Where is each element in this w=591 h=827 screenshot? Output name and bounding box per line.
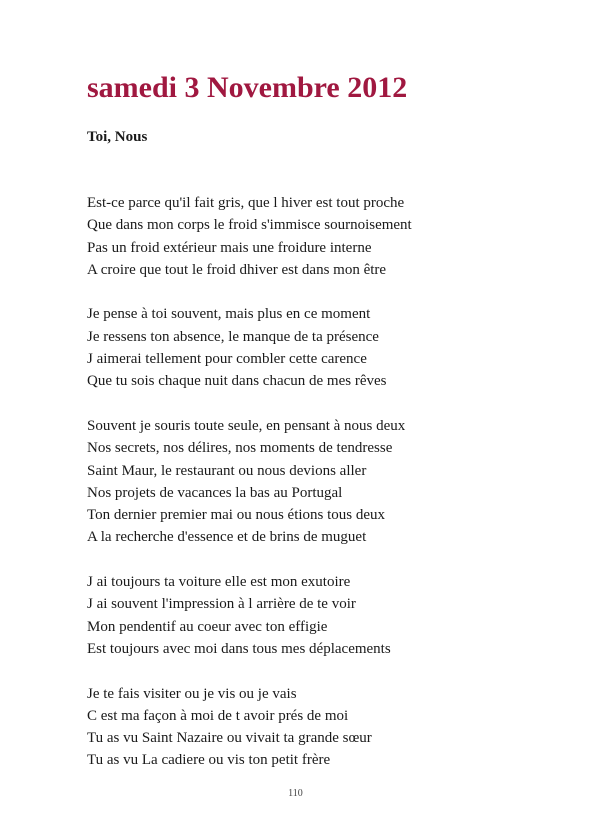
poem-line: Est-ce parce qu'il fait gris, que l hiver est tout proche	[87, 195, 405, 211]
poem-line: J aimerai tellement pour combler cette carence	[87, 351, 367, 368]
poem-line: Tu as vu Saint Nazaire ou vivait ta grande sœur	[87, 730, 372, 747]
poem-line: Que tu sois chaque nuit dans chacun de mes rêves	[87, 373, 387, 390]
poem-body	[87, 192, 557, 794]
poem-line: Que dans mon corps le froid s'immisce sournoisement	[87, 217, 412, 234]
post-date-title: samedi 3 Novembre 2012	[87, 71, 408, 104]
poem-line: Je pense à toi souvent, mais plus en ce moment	[87, 306, 371, 323]
poem-line: Mon pendentif au coeur avec ton effigie	[87, 618, 328, 635]
poem-line: A croire que tout le froid dhiver est dans mon être	[87, 261, 387, 278]
poem-line: A la recherche d'essence et de brins de muguet	[87, 529, 367, 546]
poem-line: Est toujours avec moi dans tous mes déplacements	[87, 640, 391, 657]
poem-line: Je te fais visiter ou je vis ou je vais	[87, 685, 297, 702]
poem-line: C est ma façon à moi de t avoir prés de moi	[87, 707, 349, 724]
poem-line: Tu as vu La cadiere ou vis ton petit frère	[87, 752, 331, 769]
poem-line: Nos projets de vacances la bas au Portugal	[87, 484, 343, 501]
poem-line: Ton dernier premier mai ou nous étions tous deux	[87, 507, 386, 524]
poem-line: Saint Maur, le restaurant ou nous devions aller	[87, 462, 367, 479]
poem-line: Je ressens ton absence, le manque de ta présence	[87, 328, 379, 345]
stanza	[87, 415, 557, 549]
stanza	[87, 303, 557, 392]
poem-line: J ai souvent l'impression à l arrière de te voir	[87, 596, 356, 613]
poem-title: Toi, Nous	[87, 129, 148, 145]
page-number: 110	[288, 788, 303, 799]
poem-line: Nos secrets, nos délires, nos moments de tendresse	[87, 440, 393, 457]
stanza	[87, 571, 557, 660]
poem-line: Souvent je souris toute seule, en pensant à nous deux	[87, 417, 406, 434]
poem-line: J ai toujours ta voiture elle est mon exutoire	[87, 574, 351, 591]
poem-line: Pas un froid extérieur mais une froidure interne	[87, 239, 372, 256]
stanza	[87, 683, 557, 772]
stanza	[87, 192, 557, 281]
